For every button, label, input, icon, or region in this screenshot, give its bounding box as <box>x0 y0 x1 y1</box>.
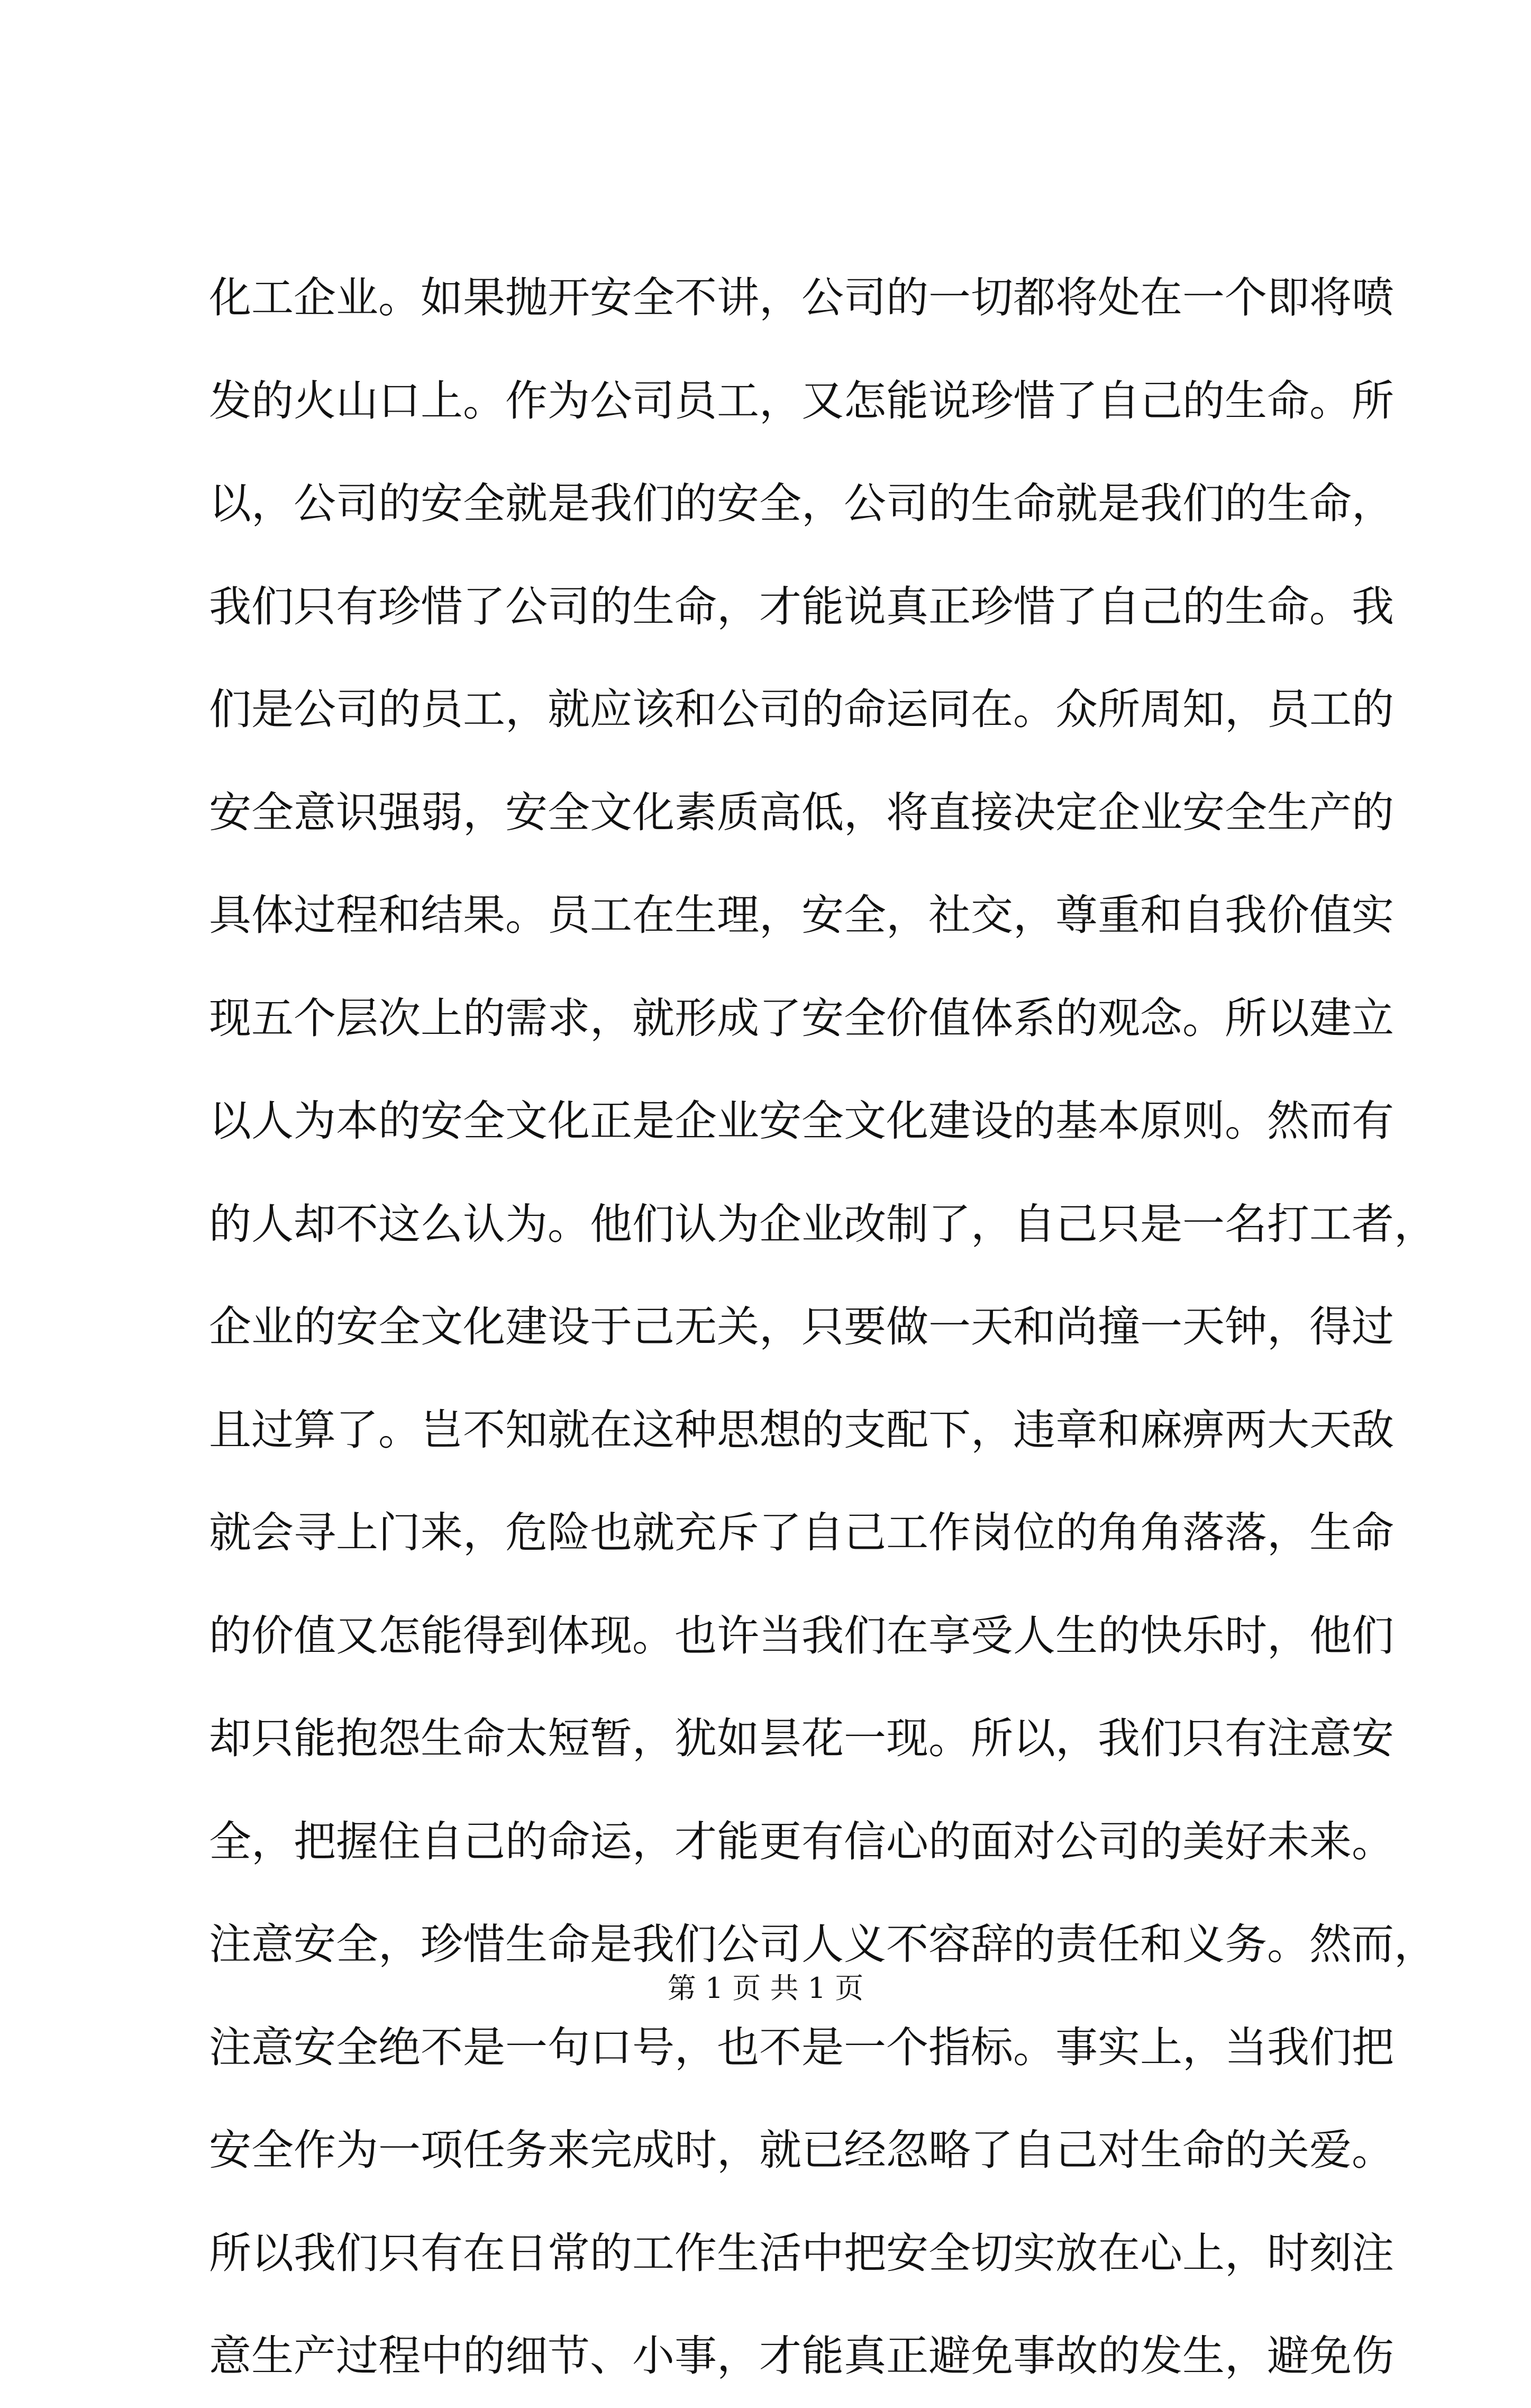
text-line: 就会寻上门来，危险也就充斥了自己工作岗位的角角落落，生命 <box>209 1508 1394 1557</box>
text-line: 注意安全，珍惜生命是我们公司人义不容辞的责任和义务。然而， <box>209 1920 1436 1969</box>
text-line: 意生产过程中的细节、小事，才能真正避免事故的发生，避免伤 <box>209 2331 1394 2380</box>
text-line: 却只能抱怨生命太短暂，犹如昙花一现。所以，我们只有注意安 <box>209 1714 1394 1763</box>
text-line: 全，把握住自己的命运，才能更有信心的面对公司的美好未来。 <box>209 1816 1394 1866</box>
text-line: 以，公司的安全就是我们的安全，公司的生命就是我们的生命， <box>209 479 1394 528</box>
text-line: 化工企业。如果抛开安全不讲，公司的一切都将处在一个即将喷 <box>209 273 1394 322</box>
text-line: 所以我们只有在日常的工作生活中把安全切实放在心上，时刻注 <box>209 2228 1394 2278</box>
body-text <box>209 247 1436 2408</box>
text-line: 我们只有珍惜了公司的生命，才能说真正珍惜了自己的生命。我 <box>209 581 1394 631</box>
page-footer: 第 1 页 共 1 页 <box>667 1971 864 2005</box>
text-line: 具体过程和结果。员工在生理，安全，社交，尊重和自我价值实 <box>209 890 1394 940</box>
text-line: 且过算了。岂不知就在这种思想的支配下，违章和麻痹两大天敌 <box>209 1405 1394 1455</box>
text-line: 安全意识强弱，安全文化素质高低，将直接决定企业安全生产的 <box>209 787 1394 837</box>
text-line: 企业的安全文化建设于己无关，只要做一天和尚撞一天钟，得过 <box>209 1302 1394 1351</box>
text-line: 安全作为一项任务来完成时，就已经忽略了自己对生命的关爱。 <box>209 2125 1394 2175</box>
text-line: 的价值又怎能得到体现。也许当我们在享受人生的快乐时，他们 <box>209 1611 1394 1660</box>
text-line: 发的火山口上。作为公司员工，又怎能说珍惜了自己的生命。所 <box>209 376 1394 425</box>
text-line: 注意安全绝不是一句口号，也不是一个指标。事实上，当我们把 <box>209 2022 1394 2072</box>
text-line: 的人却不这么认为。他们认为企业改制了，自己只是一名打工者， <box>209 1199 1436 1249</box>
text-line: 以人为本的安全文化正是企业安全文化建设的基本原则。然而有 <box>209 1096 1394 1146</box>
text-line: 现五个层次上的需求，就形成了安全价值体系的观念。所以建立 <box>209 993 1394 1043</box>
text-line: 们是公司的员工，就应该和公司的命运同在。众所周知，员工的 <box>209 685 1394 734</box>
